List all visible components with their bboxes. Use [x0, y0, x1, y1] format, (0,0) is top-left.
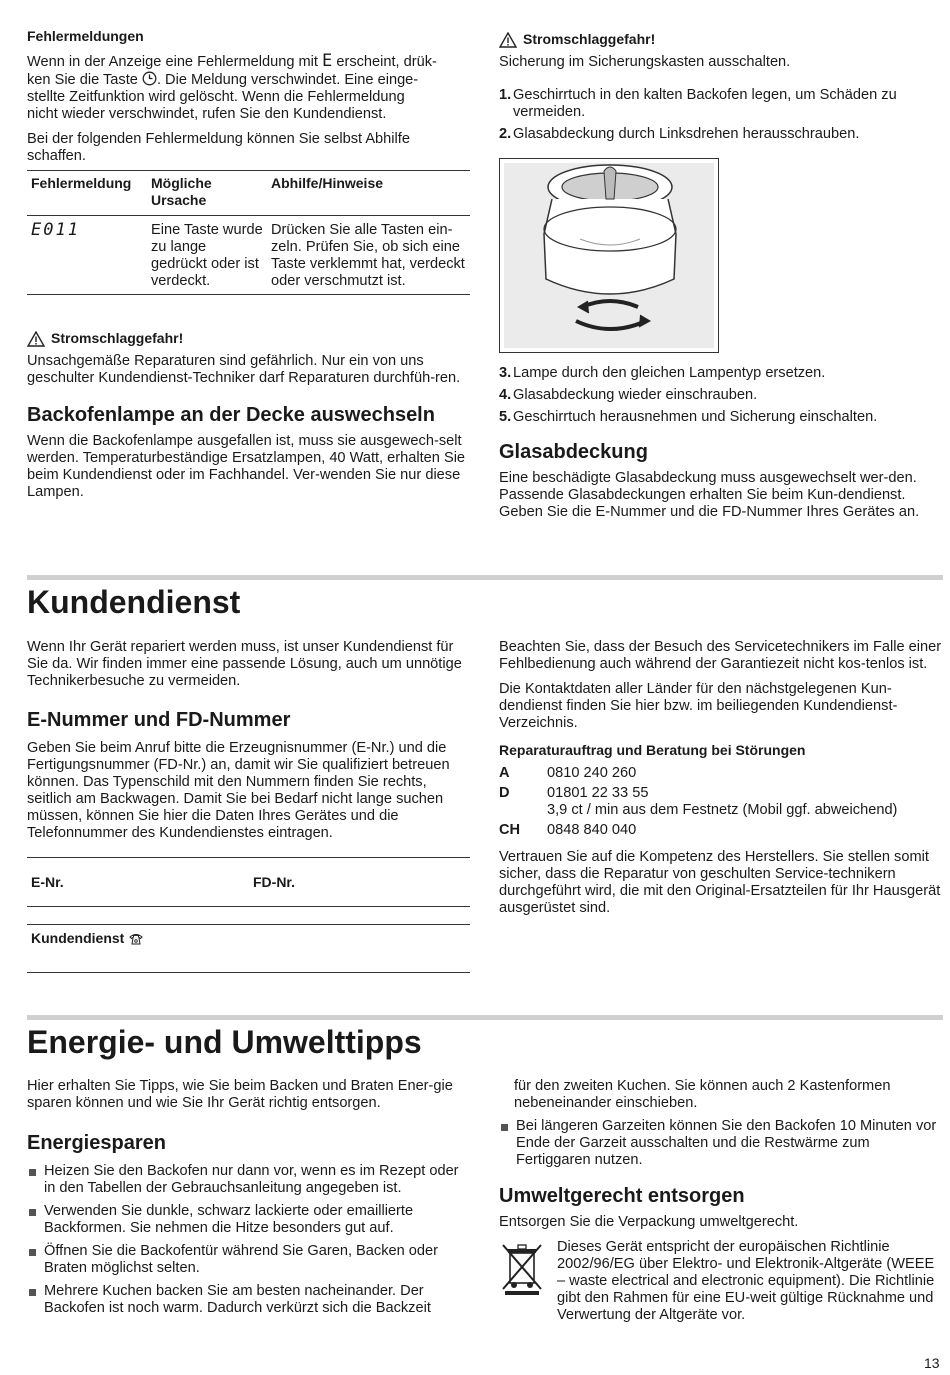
field-label-fdnr: FD-Nr.: [253, 874, 295, 890]
step-text: Geschirrtuch in den kalten Backofen legen, um Schäden zu vermeiden.: [513, 87, 897, 120]
left-warning-block: [27, 330, 472, 501]
error-code: E011: [31, 220, 80, 240]
fehler-text-b: erscheint, drük-: [336, 54, 437, 70]
country-code: CH: [499, 822, 521, 838]
bullet-text: Heizen Sie den Backofen nur dann vor, wenn es im Rezept oder in den Tabellen der Gebrauchsanleitung angegeben ist.: [44, 1163, 459, 1196]
entsorgen-heading: Umweltgerecht entsorgen: [499, 1185, 745, 1207]
form-rule: [27, 857, 470, 858]
fehler-paragraph-2: Bei der folgenden Fehlermeldung können Sie selbst Abhilfe schaffen.: [27, 131, 410, 164]
energie-bullets-right: [499, 1118, 942, 1169]
energie-title: Energie- und Umwelttipps: [27, 1024, 422, 1060]
warning-icon: [27, 331, 45, 347]
entsorgen-p2: Dieses Gerät entspricht der europäischen Richtlinie 2002/96/EG über Elektro- und Elektronik-Altgeräte (WEEE – waste electrical and electronic equipment). Die Richtlinie gibt den Rahmen für eine EU-weit gültige Rücknahme und Verwertung der Altgeräte vor.: [557, 1239, 935, 1323]
phone-list: [499, 765, 942, 839]
list-item: [499, 87, 942, 121]
form-rule: [27, 906, 470, 907]
step-number: 2.: [499, 126, 512, 142]
list-item: [499, 765, 942, 782]
bullet-continuation: für den zweiten Kuchen. Sie können auch 2 Kastenformen nebeneinander einschieben.: [514, 1078, 891, 1111]
entsorgen-p1: Entsorgen Sie die Verpackung umweltgerecht.: [499, 1214, 799, 1230]
fehler-text-f: nicht wieder verschwindet, rufen Sie den Kundendienst.: [27, 106, 387, 122]
step-text: Glasabdeckung durch Linksdrehen herausschrauben.: [513, 126, 860, 142]
list-item: [27, 1203, 472, 1237]
kundendienst-right-p2: Die Kontaktdaten aller Länder für den nächstgelegenen Kun-dendienst finden Sie hier bzw. im beiliegenden Kundendienst-Verzeichnis.: [499, 681, 898, 731]
step-number: 3.: [499, 365, 512, 381]
bullet-text: Öffnen Sie die Backofentür während Sie Garen, Backen oder Braten möglichst selten.: [44, 1243, 439, 1276]
step-number: 5.: [499, 409, 512, 425]
fehler-text-d: . Die Meldung verschwindet. Eine einge-: [156, 72, 419, 88]
lamp-cover-drawing: [500, 159, 718, 352]
weee-block: [499, 1239, 942, 1324]
fehler-text-c: ken Sie die Taste: [27, 72, 138, 88]
fix-cell: Drücken Sie alle Tasten ein-zeln. Prüfen Sie, ob sich eine Taste verklemmt hat, verdeckt oder verschmutzt ist.: [271, 222, 465, 289]
energie-bullets-left: [27, 1163, 472, 1317]
phone-note: 3,9 ct / min aus dem Festnetz (Mobil ggf. abweichend): [547, 802, 898, 818]
form-rule: [27, 972, 470, 973]
right-top-column: [499, 31, 942, 148]
country-code: D: [499, 785, 510, 801]
step-number: 4.: [499, 387, 512, 403]
kundendienst-right: [499, 639, 942, 917]
table-row: [27, 216, 470, 295]
fehler-text-e: stellte Zeitfunktion wird gelöscht. Wenn die Fehlermeldung: [27, 89, 405, 105]
list-item: [499, 126, 942, 143]
step-text: Geschirrtuch herausnehmen und Sicherung einschalten.: [513, 409, 878, 425]
lampe-heading: Backofenlampe an der Decke auswechseln: [27, 404, 435, 426]
clock-icon: [142, 71, 157, 86]
col-header-abhilfe: Abhilfe/Hinweise: [271, 175, 384, 191]
error-code-cell: [27, 216, 147, 295]
section-divider: [27, 575, 943, 580]
table-top-rule: [27, 170, 470, 171]
glas-text: Eine beschädigte Glasabdeckung muss ausgewechselt wer-den. Passende Glasabdeckungen erhalten Sie beim Kun-dendienst. Geben Sie die E-Nummer und die FD-Nummer Ihres Gerätes an.: [499, 470, 920, 520]
right-top-column-lower: [499, 365, 942, 521]
phone-number: 0810 240 260: [547, 765, 637, 781]
table-header-row: [27, 171, 470, 216]
list-item: [27, 1283, 472, 1317]
list-item: [499, 365, 942, 382]
bullet-square-icon: [29, 1249, 36, 1256]
page-number: 13: [924, 1355, 940, 1371]
bullet-square-icon: [29, 1289, 36, 1296]
fehler-heading: Fehlermeldungen: [27, 28, 144, 44]
warning-label-text: Stromschlaggefahr!: [523, 31, 656, 47]
lamp-illustration: [499, 158, 719, 353]
section-divider: [27, 1015, 943, 1020]
enr-heading: E-Nummer und FD-Nummer: [27, 709, 291, 731]
phone-number: 0848 840 040: [547, 822, 637, 838]
glas-heading: Glasabdeckung: [499, 441, 648, 463]
step-text: Lampe durch den gleichen Lampentyp ersetzen.: [513, 365, 826, 381]
step-number: 1.: [499, 87, 512, 103]
kundendienst-left: [27, 639, 472, 842]
error-glyph: E: [322, 51, 333, 71]
bullet-square-icon: [29, 1209, 36, 1216]
bullet-text: Mehrere Kuchen backen Sie am besten nacheinander. Der Backofen ist noch warm. Dadurch verkürzt sich die Backzeit: [44, 1283, 431, 1316]
phone-number: 01801 22 33 55: [547, 785, 649, 801]
telephone-icon: [128, 932, 144, 946]
col-header-fehlermeldung: Fehlermeldung: [31, 175, 132, 191]
list-item: [499, 1118, 942, 1169]
form-rule: [27, 924, 470, 925]
list-item: [27, 1243, 472, 1277]
energie-left: [27, 1078, 472, 1323]
list-item: [499, 409, 942, 426]
warning-text-right: Sicherung im Sicherungskasten ausschalten.: [499, 54, 791, 70]
warning-label: [27, 330, 472, 347]
list-item: [499, 387, 942, 404]
warning-label-right: [499, 31, 942, 48]
energie-intro: Hier erhalten Sie Tipps, wie Sie beim Backen und Braten Ener-gie sparen können und wie Sie Ihr Gerät richtig entsorgen.: [27, 1078, 453, 1111]
fehler-paragraph: [27, 53, 472, 123]
energie-right: [499, 1078, 942, 1324]
bullet-text: Bei längeren Garzeiten können Sie den Backofen 10 Minuten vor Ende der Garzeit ausschalten und die Restwärme zum Fertiggaren nutzen.: [516, 1118, 937, 1168]
enr-text: Geben Sie beim Anruf bitte die Erzeugnisnummer (E-Nr.) und die Fertigungsnummer (FD-Nr.) an, damit wir Sie qualifiziert betreuen können. Das Typenschild mit den Nummern finden Sie rechts, seitlich am Backwagen. Damit Sie bei Bedarf nicht lange suchen müssen, können Sie hier die Daten Ihres Gerätes und die Telefonnummer des Kundendienstes eintragen.: [27, 740, 450, 841]
lampe-text: Wenn die Backofenlampe ausgefallen ist, muss sie ausgewech-selt werden. Temperaturbeständige Ersatzlampen, 40 Watt, erhalten Sie beim Kundendienst oder im Fachhandel. Ver-wenden Sie nur diese Lampen.: [27, 433, 466, 500]
steps-list-a: [499, 87, 942, 143]
warning-icon: [499, 32, 517, 48]
energiesparen-heading: Energiesparen: [27, 1132, 166, 1154]
step-text: Glasabdeckung wieder einschrauben.: [513, 387, 758, 403]
cause-cell: Eine Taste wurde zu lange gedrückt oder ist verdeckt.: [151, 222, 263, 289]
field-label-kd-text: Kundendienst: [31, 930, 125, 946]
warning-label-text: Stromschlaggefahr!: [51, 330, 184, 346]
left-top-column: [27, 28, 472, 165]
field-label-enr: E-Nr.: [31, 874, 64, 890]
kundendienst-intro: Wenn Ihr Gerät repariert werden muss, ist unser Kundendienst für Sie da. Wir finden immer eine passende Lösung, auch um unnötige Technikerbesuche zu vermeiden.: [27, 639, 462, 689]
col-header-ursache: Mögliche Ursache: [151, 175, 212, 208]
repair-heading: Reparaturauftrag und Beratung bei Störungen: [499, 742, 806, 758]
error-table: [27, 171, 470, 295]
warning-text: Unsachgemäße Reparaturen sind gefährlich. Nur ein von uns geschulter Kundendienst-Techniker darf Reparaturen durchfüh-ren.: [27, 353, 461, 386]
list-item: [27, 1163, 472, 1197]
bullet-text: Verwenden Sie dunkle, schwarz lackierte oder emaillierte Backformen. Sie nehmen die Hitze besonders gut auf.: [44, 1203, 414, 1236]
list-item: [499, 822, 942, 839]
country-code: A: [499, 765, 510, 781]
kundendienst-right-p3: Vertrauen Sie auf die Kompetenz des Herstellers. Sie stellen somit sicher, dass die Reparatur von geschulten Service-technikern durchgeführt wird, die mit den Original-Ersatzteilen für Ihr Hausgerät ausgerüstet sind.: [499, 849, 941, 916]
list-item: [499, 785, 942, 819]
bullet-square-icon: [29, 1169, 36, 1176]
error-table-wrapper: [27, 170, 470, 295]
weee-bin-icon: [499, 1239, 547, 1295]
steps-list-b: [499, 365, 942, 426]
kundendienst-right-p1: Beachten Sie, dass der Besuch des Servicetechnikers im Falle einer Fehlbedienung auch während der Garantiezeit nicht kos-tenlos ist.: [499, 639, 942, 672]
fehler-text-a: Wenn in der Anzeige eine Fehlermeldung mit: [27, 54, 318, 70]
bullet-square-icon: [501, 1124, 508, 1131]
field-label-kundendienst: [31, 930, 144, 947]
kundendienst-title: Kundendienst: [27, 584, 241, 620]
